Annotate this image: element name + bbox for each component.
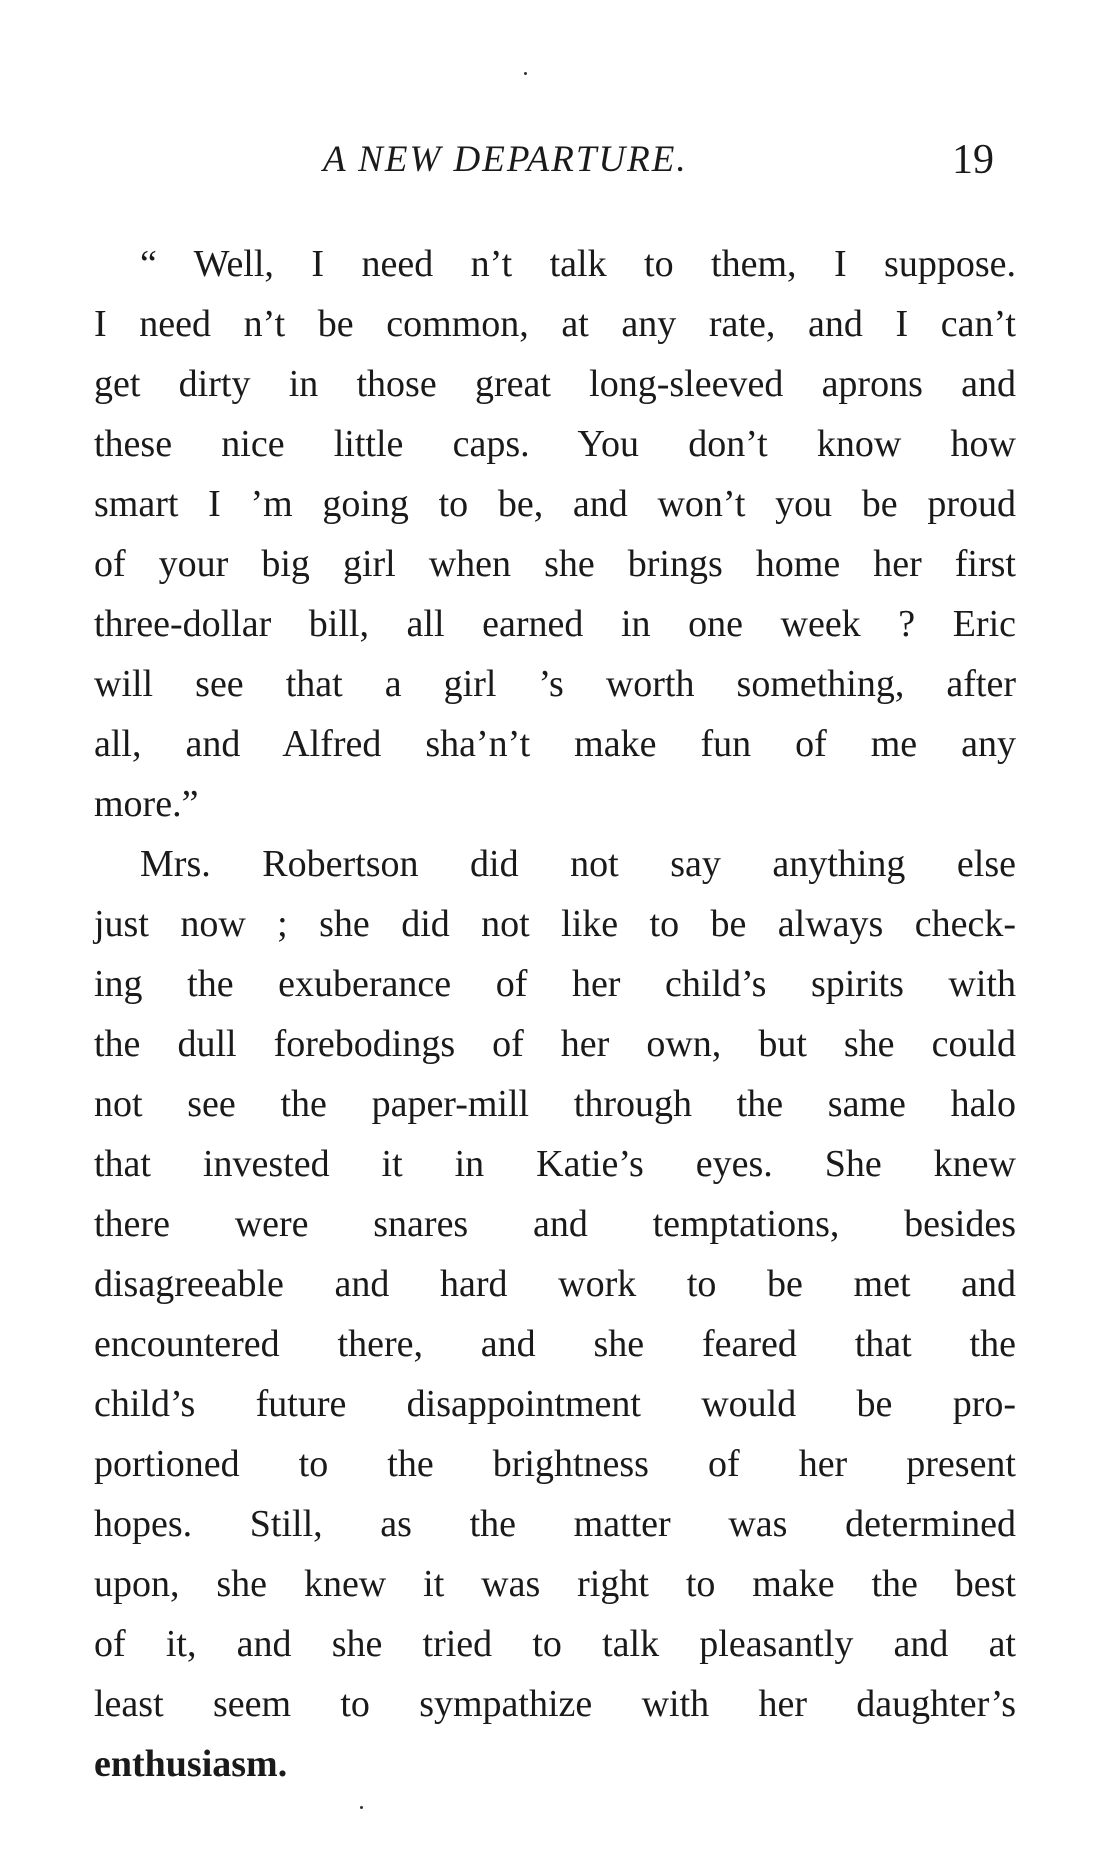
text-line: portioned to the brightness of her present xyxy=(94,1443,1016,1485)
text-line: of your big girl when she brings home her first xyxy=(94,543,1016,585)
text-line: three-dollar bill, all earned in one week ? Eric xyxy=(94,603,1016,645)
text-line: upon, she knew it was right to make the best xyxy=(94,1563,1016,1605)
running-title: A NEW DEPARTURE. xyxy=(323,139,688,180)
text-line: ing the exuberance of her child’s spirits with xyxy=(94,963,1016,1005)
text-line: smart I ’m going to be, and won’t you be proud xyxy=(94,483,1016,525)
text-line: all, and Alfred sha’n’t make fun of me any xyxy=(94,723,1016,765)
body-text xyxy=(94,234,1016,1794)
text-line: the dull forebodings of her own, but she could xyxy=(94,1023,1016,1065)
text-line: get dirty in those great long-sleeved aprons and xyxy=(94,363,1016,405)
text-line: Mrs. Robertson did not say anything else xyxy=(140,843,1016,885)
text-line: that invested it in Katie’s eyes. She knew xyxy=(94,1143,1016,1185)
text-line: of it, and she tried to talk pleasantly and at xyxy=(94,1623,1016,1665)
text-line: more.” xyxy=(94,783,199,825)
ink-speck xyxy=(360,1806,363,1809)
text-line: hopes. Still, as the matter was determined xyxy=(94,1503,1016,1545)
text-line: child’s future disappointment would be pro- xyxy=(94,1383,1016,1425)
text-line: just now ; she did not like to be always check- xyxy=(94,903,1016,945)
text-line: encountered there, and she feared that the xyxy=(94,1323,1016,1365)
text-line: I need n’t be common, at any rate, and I can’t xyxy=(94,303,1016,345)
running-head xyxy=(0,138,1118,188)
text-line: disagreeable and hard work to be met and xyxy=(94,1263,1016,1305)
text-line: these nice little caps. You don’t know how xyxy=(94,423,1016,465)
text-line: not see the paper-mill through the same halo xyxy=(94,1083,1016,1125)
text-line: “ Well, I need n’t talk to them, I suppose. xyxy=(140,243,1016,285)
ink-speck xyxy=(524,72,527,75)
page-number: 19 xyxy=(952,137,994,183)
text-line: enthusiasm. xyxy=(94,1743,288,1785)
text-line: will see that a girl ’s worth something, after xyxy=(94,663,1016,705)
text-line: least seem to sympathize with her daughter’s xyxy=(94,1683,1016,1725)
text-line: there were snares and temptations, besides xyxy=(94,1203,1016,1245)
